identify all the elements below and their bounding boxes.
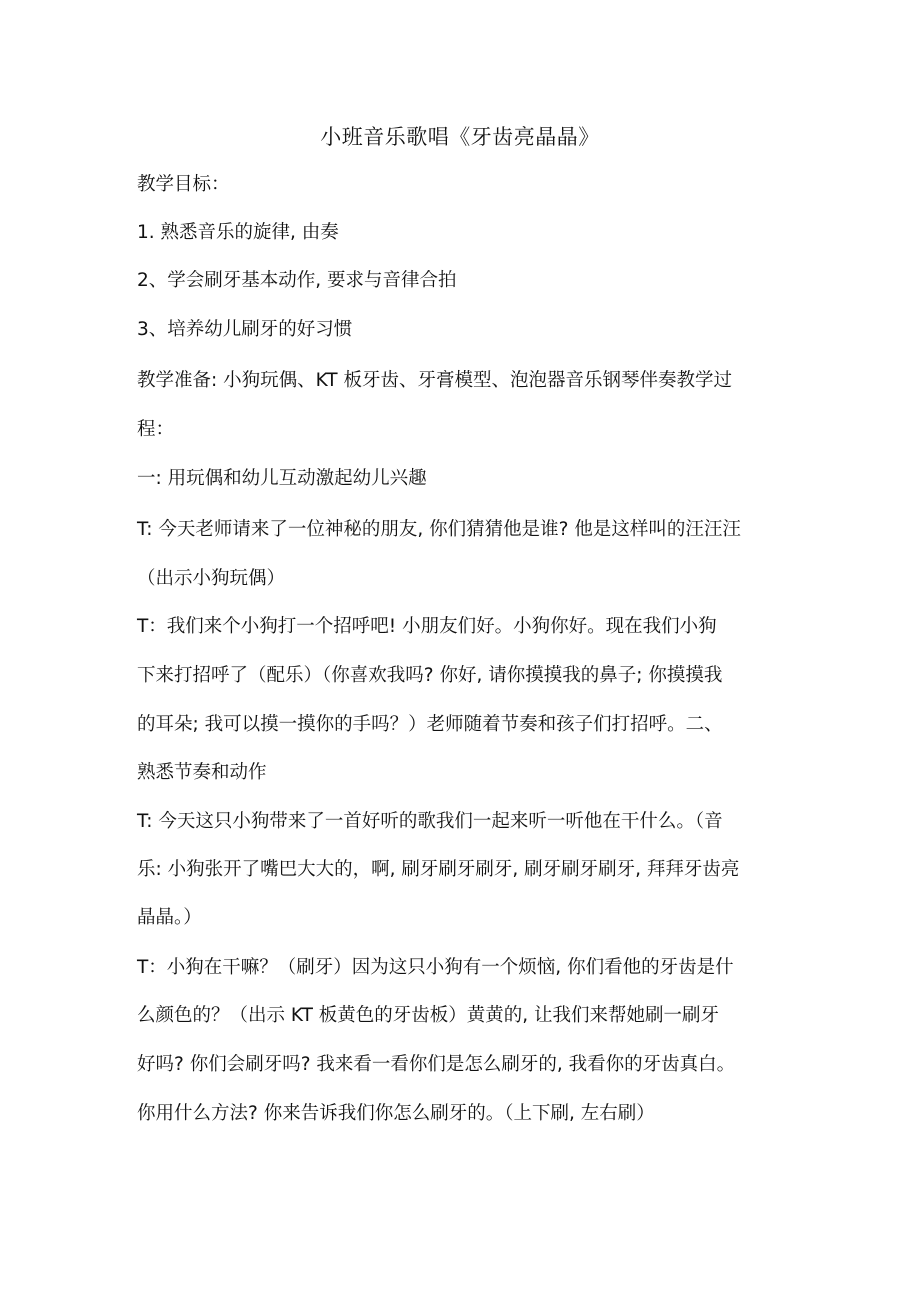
text-line: 乐: 小狗张开了嘴巴大大的，啊, 刷牙刷牙刷牙, 刷牙刷牙刷牙, 拜拜牙齿亮 bbox=[137, 859, 740, 880]
text-line: T：我们来个小狗打一个招呼吧! 小朋友们好。小狗你好。现在我们小狗 bbox=[137, 616, 717, 637]
text-line: 一: 用玩偶和幼儿互动激起幼儿兴趣 bbox=[137, 468, 427, 489]
document-title: 小班音乐歌唱《牙齿亮晶晶》 bbox=[320, 125, 600, 149]
text-line: 好吗? 你们会刷牙吗? 我来看一看你们是怎么刷牙的, 我看你的牙齿真白。 bbox=[137, 1054, 736, 1075]
text-line: 你用什么方法? 你来告诉我们你怎么刷牙的。（上下刷, 左右刷） bbox=[137, 1103, 655, 1124]
text-line: 下来打招呼了（配乐）（你喜欢我吗? 你好, 请你摸摸我的鼻子; 你摸摸我 bbox=[137, 665, 723, 686]
text-line: T: 今天这只小狗带来了一首好听的歌我们一起来听一听他在干什么。（音 bbox=[137, 811, 723, 832]
text-line: 2、学会刷牙基本动作, 要求与音律合拍 bbox=[137, 270, 457, 291]
text-line: 的耳朵; 我可以摸一摸你的手吗？）老师随着节奏和孩子们打招呼。二、 bbox=[137, 714, 723, 735]
text-line: 1. 熟悉音乐的旋律, 由奏 bbox=[137, 222, 339, 243]
text-line: T: 今天老师请来了一位神秘的朋友, 你们猜猜他是谁? 他是这样叫的汪汪汪 bbox=[137, 519, 741, 540]
text-line: 么颜色的？（出示 KT 板黄色的牙齿板）黄黄的, 让我们来帮她刷一刷牙 bbox=[137, 1005, 720, 1026]
text-line: 3、培养幼儿刷牙的好习惯 bbox=[137, 319, 353, 340]
text-line: 教学目标： bbox=[137, 174, 230, 195]
text-line: 熟悉节奏和动作 bbox=[137, 762, 267, 783]
text-line: 教学准备: 小狗玩偶、KT 板牙齿、牙膏模型、泡泡器音乐钢琴伴奏教学过 bbox=[137, 370, 732, 391]
text-line: 程： bbox=[137, 419, 175, 440]
text-line: 晶晶。） bbox=[137, 907, 202, 928]
text-line: T：小狗在干嘛？（刷牙）因为这只小狗有一个烦恼, 你们看他的牙齿是什 bbox=[137, 957, 734, 978]
text-line: （出示小狗玩偶） bbox=[137, 568, 286, 589]
